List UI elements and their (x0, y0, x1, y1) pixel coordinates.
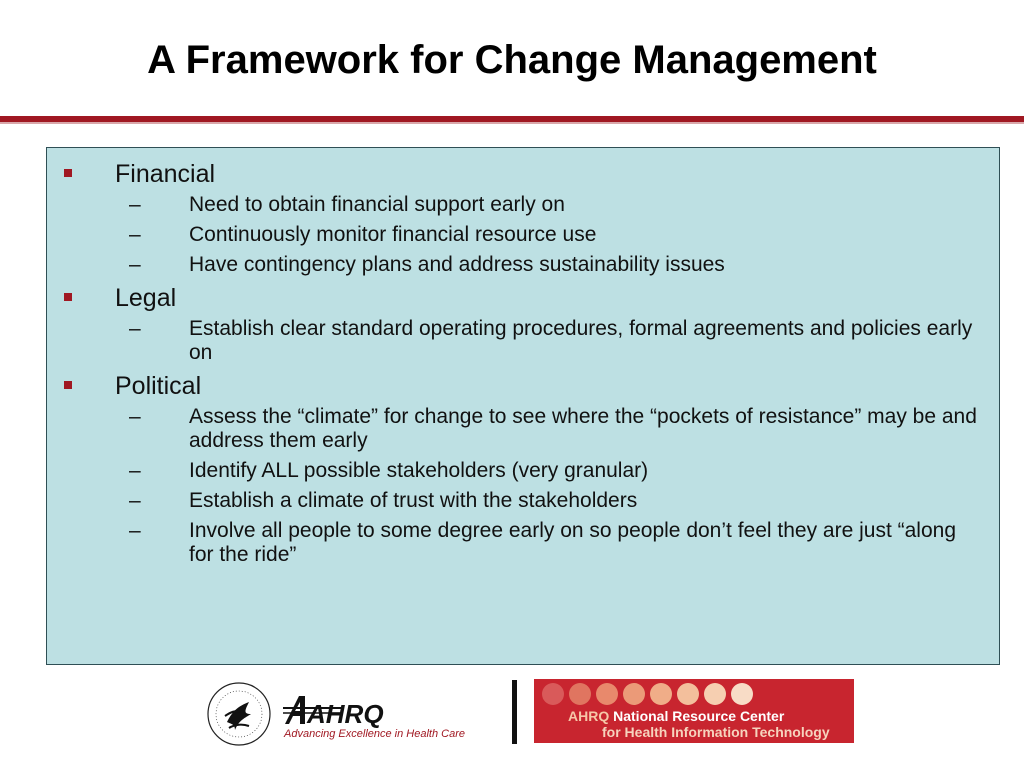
tagline: Advancing Excellence in Health Care (284, 728, 465, 740)
sub-bullet-text: Involve all people to some degree early on so people don’t feel they are just “along for the ride” (189, 519, 956, 566)
sub-bullet-list (115, 193, 999, 277)
dash-bullet-icon: – (129, 223, 141, 246)
sub-bullet-item (47, 489, 999, 513)
ahrq-logo (283, 690, 393, 728)
bullet-item-political (47, 371, 999, 567)
sub-bullet-item (47, 253, 999, 277)
sub-bullet-text: Identify ALL possible stakeholders (very granular) (189, 459, 649, 482)
bullet-heading: Legal (115, 284, 177, 312)
dot-icon (623, 683, 645, 705)
sub-bullet-list (115, 405, 999, 567)
footer-divider (512, 680, 517, 744)
sub-bullet-item (47, 223, 999, 247)
square-bullet-icon (64, 381, 72, 389)
nrc-banner-line2: for Health Information Technology (602, 724, 830, 740)
slide-title: A Framework for Change Management (147, 38, 877, 82)
sub-bullet-text: Assess the “climate” for change to see where the “pockets of resistance” may be and address them early (189, 405, 977, 452)
ahrq-logo-text: AHRQ (307, 699, 384, 728)
nrc-ahrq-word: AHRQ (568, 708, 610, 724)
sub-bullet-item (47, 459, 999, 483)
sub-bullet-text: Establish clear standard operating procedures, formal agreements and policies early on (189, 317, 973, 364)
dot-icon (677, 683, 699, 705)
sub-bullet-text: Continuously monitor financial resource use (189, 223, 597, 246)
nrc-banner-line1 (534, 708, 854, 724)
nrc-banner (534, 679, 854, 743)
sub-bullet-list (115, 317, 999, 365)
sub-bullet-text: Establish a climate of trust with the stakeholders (189, 489, 638, 512)
dash-bullet-icon: – (129, 253, 141, 276)
dot-icon (704, 683, 726, 705)
bullet-heading: Financial (115, 160, 216, 188)
dot-icon (731, 683, 753, 705)
nrc-line1-rest: National Resource Center (613, 708, 785, 724)
footer (0, 672, 1024, 768)
dash-bullet-icon: – (129, 459, 141, 482)
dash-bullet-icon: – (129, 317, 141, 340)
sub-bullet-item (47, 405, 999, 453)
bullet-item-financial (47, 159, 999, 277)
dot-icon (542, 683, 564, 705)
sub-bullet-item (47, 317, 999, 365)
hhs-eagle-seal-icon (205, 680, 273, 748)
bullet-heading: Political (115, 372, 202, 400)
sub-bullet-text: Have contingency plans and address sustainability issues (189, 253, 725, 276)
dot-icon (596, 683, 618, 705)
square-bullet-icon (64, 293, 72, 301)
bullet-list (47, 158, 999, 573)
sub-bullet-text: Need to obtain financial support early on (189, 193, 565, 216)
sub-bullet-item (47, 519, 999, 567)
sub-bullet-item (47, 193, 999, 217)
dot-icon (650, 683, 672, 705)
dash-bullet-icon: – (129, 405, 141, 428)
dash-bullet-icon: – (129, 519, 141, 542)
dot-icon (569, 683, 591, 705)
content-box (46, 147, 1000, 665)
title-rule-shadow (0, 122, 1024, 124)
dash-bullet-icon: – (129, 193, 141, 216)
square-bullet-icon (64, 169, 72, 177)
bullet-item-legal (47, 283, 999, 365)
dash-bullet-icon: – (129, 489, 141, 512)
